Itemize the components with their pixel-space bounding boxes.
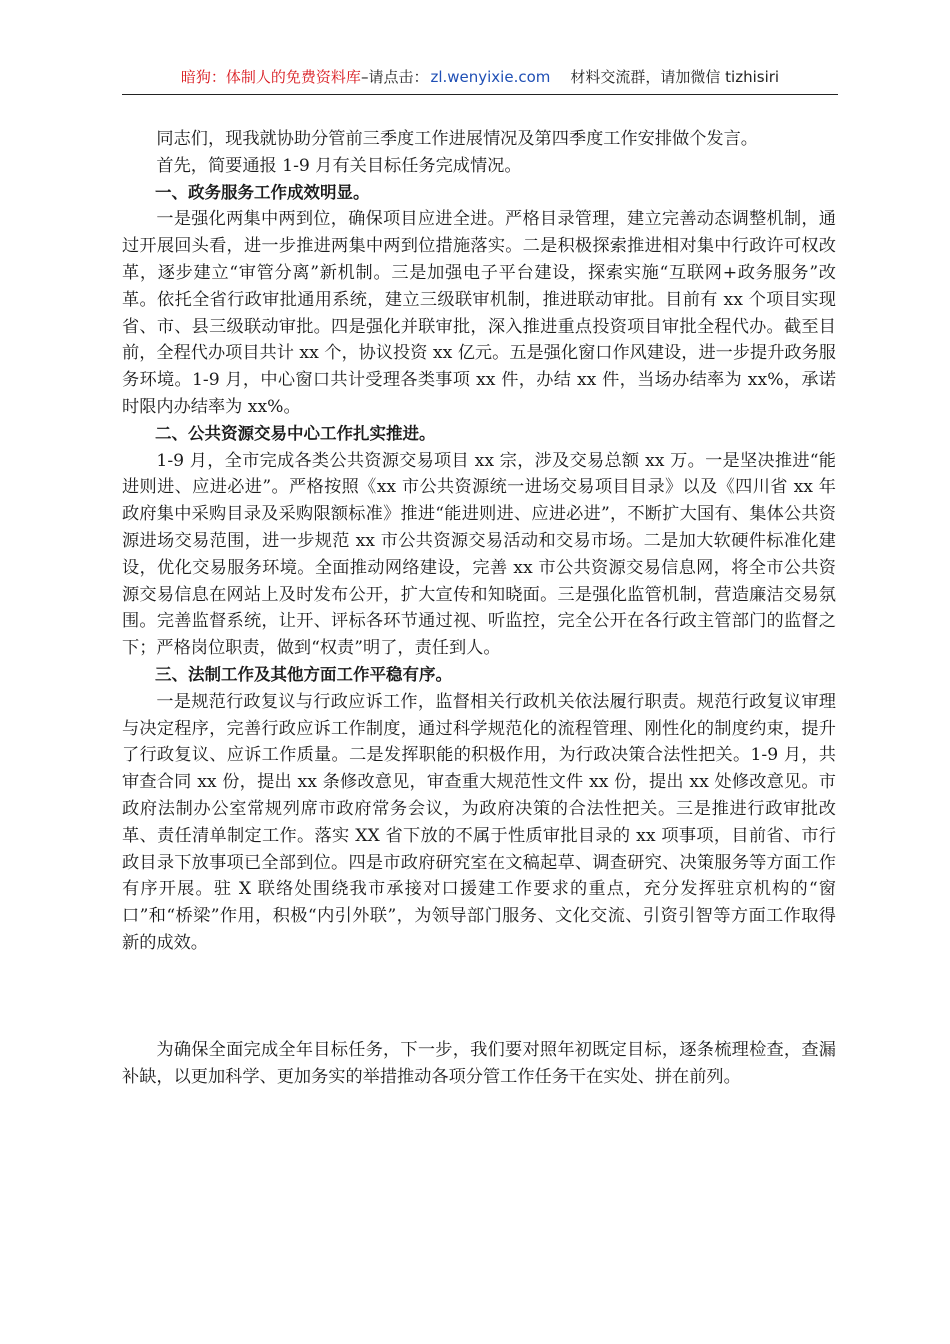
section-2-body: 1-9 月，全市完成各类公共资源交易项目 xx 宗，涉及交易总额 xx 万。一是坚决推进“能进则进、应进必进”。严格按照《xx 市公共资源统一进场交易项目目录》以及《四川省 xx 年政府集中采购目录及采购限额标准》推进“能进则进、应进必进”，不断扩大国有、集体公共资源进场交易范围，进一步规范 xx 市公共资源交易活动和交易市场。二是加大软硬件标准化建设，优化交易服务环境。全面推动网络建设，完善 xx 市公共资源交易信息网，将全市公共资源交易信息在网站上及时发布公开，扩大宣传和知晓面。三是强化监管机制，营造廉洁交易氛围。完善监督系统，让开、评标各环节通过视、听监控，完全公开在各行政主管部门的监督之下；严格岗位职责，做到“权责”明了，责任到人。	[122, 450, 836, 659]
page-header	[122, 66, 838, 95]
section-1-body: 一是强化两集中两到位，确保项目应进全进。严格目录管理，建立完善动态调整机制，通过开展回头看，进一步推进两集中两到位措施落实。二是积极探索推进相对集中行政许可权改革，逐步建立“审管分离”新机制。三是加强电子平台建设，探索实施“互联网+政务服务”改革。依托全省行政审批通用系统，建立三级联审机制，推进联动审批。目前有 xx 个项目实现省、市、县三级联动审批。四是强化并联审批，深入推进重点投资项目审批全程代办。截至目前，全程代办项目共计 xx 个，协议投资 xx 亿元。五是强化窗口作风建设，进一步提升政务服务环境。1-9 月，中心窗口共计受理各类事项 xx 件，办结 xx 件，当场办结率为 xx%，承诺时限内办结率为 xx%。	[122, 209, 836, 417]
header-url-link[interactable]: zl.wenyixie.com	[430, 68, 551, 86]
closing-paragraph: 为确保全面完成全年目标任务，下一步，我们要对照年初既定目标，逐条梳理检查，查漏补缺，以更加科学、更加务实的举措推动各项分管工作任务干在实处、拼在前列。	[122, 1039, 836, 1087]
section-3-heading: 三、法制工作及其他方面工作平稳有序。	[155, 664, 452, 684]
header-brand: 暗狗：体制人的免费资料库	[180, 68, 361, 86]
section-2-heading: 二、公共资源交易中心工作扎实推进。	[155, 423, 436, 443]
section-1-heading: 一、政务服务工作成效明显。	[155, 182, 370, 202]
intro-paragraph-2: 首先，简要通报 1-9 月有关目标任务完成情况。	[156, 155, 522, 176]
header-click-prompt: –请点击：	[360, 68, 429, 86]
document-body	[122, 126, 836, 1090]
header-wechat-note: 材料交流群，请加微信 tizhisiri	[570, 68, 780, 86]
intro-paragraph: 同志们，现我就协助分管前三季度工作进展情况及第四季度工作安排做个发言。	[156, 129, 758, 149]
section-3-body: 一是规范行政复议与行政应诉工作，监督相关行政机关依法履行职责。规范行政复议审理与决定程序，完善行政应诉工作制度，通过科学规范化的流程管理、刚性化的制度约束，提升了行政复议、应诉工作质量。二是发挥职能的积极作用，为行政决策合法性把关。1-9 月，共审查合同 xx 份，提出 xx 条修改意见，审查重大规范性文件 xx 份，提出 xx 处修改意见。市政府法制办公室常规列席市政府常务会议，为政府决策的合法性把关。三是推进行政审批改革、责任清单制定工作。落实 XX 省下放的不属于性质审批目录的 xx 项事项，目前省、市行政目录下放事项已全部到位。四是市政府研究室在文稿起草、调查研究、决策服务等方面工作有序开展。驻 X 联络处围绕我市承接对口援建工作要求的重点，充分发挥驻京机构的“窗口”和“桥梁”作用，积极“内引外联”，为领导部门服务、文化交流、引资引智等方面工作取得新的成效。	[122, 691, 836, 953]
paragraph-gap	[122, 957, 836, 1037]
